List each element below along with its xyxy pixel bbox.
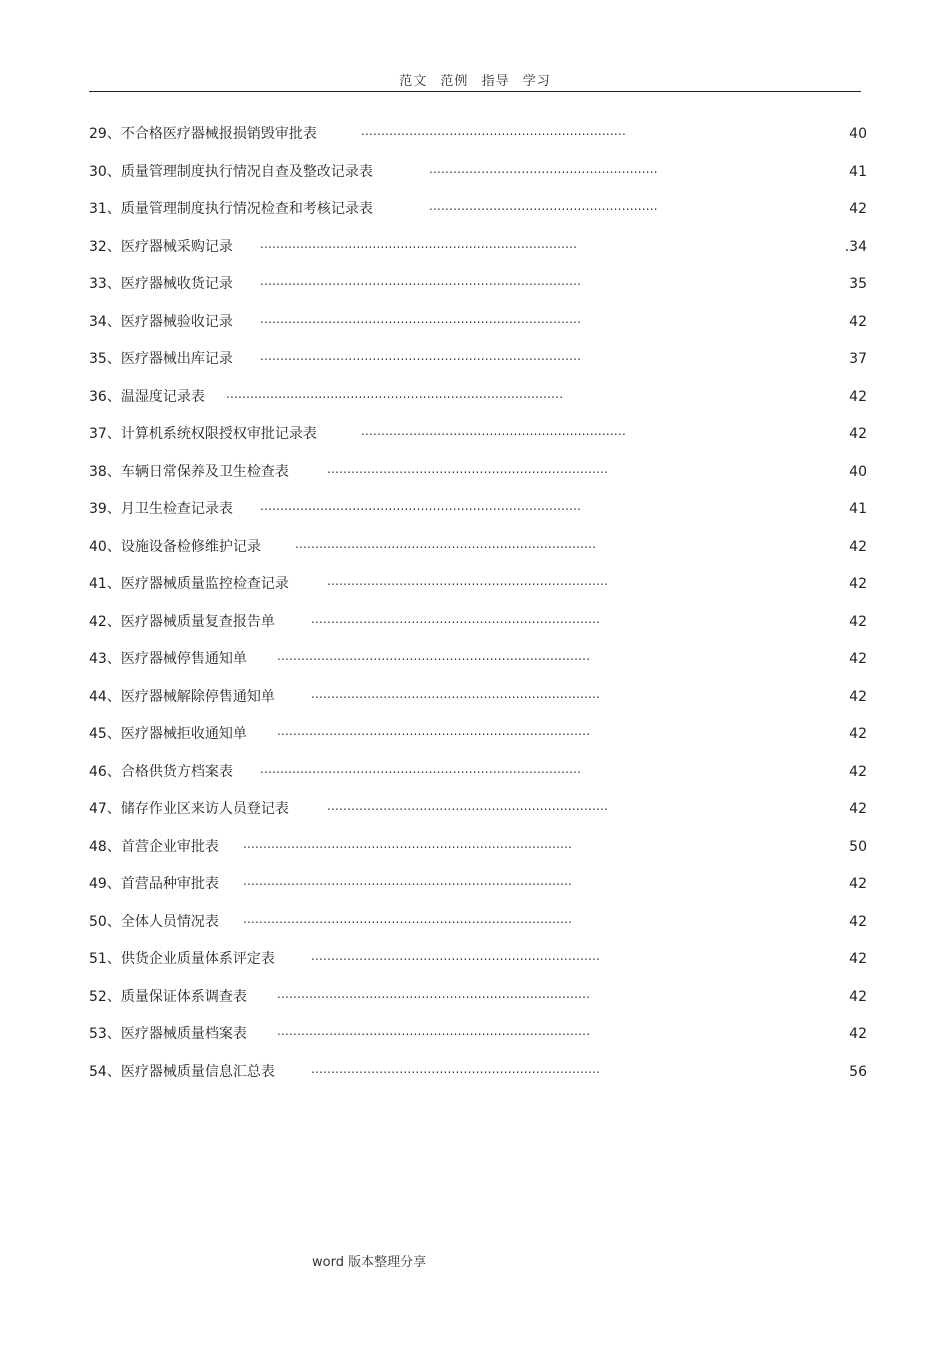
toc-dot-leader: .................................................................................. xyxy=(243,911,573,926)
toc-dot-leader: ................................................................................ xyxy=(260,761,582,776)
toc-entry-title: 32、医疗器械采购记录 xyxy=(89,238,233,255)
toc-entry-title: 51、供货企业质量体系评定表 xyxy=(89,951,275,967)
toc-page-number: 42 xyxy=(849,426,867,442)
toc-page-number: 42 xyxy=(849,763,867,780)
toc-dot-leader: ................................................................................ xyxy=(260,274,582,288)
toc-dot-leader: ...................................................................... xyxy=(327,574,609,588)
toc-entry-title: 38、车辆日常保养及卫生检查表 xyxy=(89,463,289,480)
toc-entry-title: 45、医疗器械拒收通知单 xyxy=(89,726,247,742)
toc-dot-leader: ........................................................................ xyxy=(311,1061,601,1076)
toc-dot-leader: ......................................................... xyxy=(429,199,658,213)
toc-dot-leader: ........................................................................ xyxy=(311,949,601,963)
header-word: 范例 xyxy=(440,74,469,89)
toc-page-number: 41 xyxy=(849,501,867,517)
toc-page-number: 42 xyxy=(849,988,867,1005)
toc-dot-leader: .................................................................. xyxy=(361,124,626,138)
toc-entry[interactable] xyxy=(89,566,867,604)
toc-entry-title: 40、设施设备检修维护记录 xyxy=(89,538,261,555)
toc-page-number: 40 xyxy=(849,463,867,480)
toc-entry-title: 29、不合格医疗器械报损销毁审批表 xyxy=(89,126,317,142)
toc-page-number: 42 xyxy=(849,913,867,930)
toc-dot-leader: .............................................................................. xyxy=(277,724,591,738)
toc-entry-title: 33、医疗器械收货记录 xyxy=(89,276,233,292)
header-word: 指导 xyxy=(481,74,510,89)
toc-entry[interactable] xyxy=(89,604,867,642)
toc-dot-leader: .................................................................................... xyxy=(226,386,564,401)
toc-dot-leader: ...................................................................... xyxy=(327,799,609,813)
toc-dot-leader: .................................................................................. xyxy=(243,874,573,888)
toc-entry[interactable] xyxy=(89,491,867,529)
toc-entry[interactable] xyxy=(89,229,867,267)
toc-entry[interactable] xyxy=(89,979,867,1017)
toc-page-number: 42 xyxy=(849,1026,867,1042)
toc-entry-title: 53、医疗器械质量档案表 xyxy=(89,1026,247,1042)
toc-entry-title: 41、医疗器械质量监控检查记录 xyxy=(89,576,289,592)
toc-dot-leader: .................................................................. xyxy=(361,424,626,438)
toc-dot-leader: ................................................................................ xyxy=(260,311,582,326)
toc-page-number: 41 xyxy=(849,163,867,180)
toc-entry-title: 36、温湿度记录表 xyxy=(89,388,205,405)
toc-page-number: 40 xyxy=(849,126,867,142)
toc-page-number: 42 xyxy=(849,538,867,555)
toc-entry-title: 48、首营企业审批表 xyxy=(89,838,219,855)
toc-dot-leader: .............................................................................. xyxy=(277,649,591,663)
toc-entry[interactable] xyxy=(89,266,867,304)
toc-entry[interactable] xyxy=(89,716,867,754)
toc-entry-title: 31、质量管理制度执行情况检查和考核记录表 xyxy=(89,201,373,217)
toc-entry-title: 43、医疗器械停售通知单 xyxy=(89,651,247,667)
toc-page-number: 42 xyxy=(849,576,867,592)
toc-page-number: .34 xyxy=(844,238,867,255)
toc-entry[interactable] xyxy=(89,341,867,379)
toc-entry-title: 44、医疗器械解除停售通知单 xyxy=(89,688,275,705)
toc-entry-title: 30、质量管理制度执行情况自查及整改记录表 xyxy=(89,163,373,180)
toc-page-number: 42 xyxy=(849,726,867,742)
toc-entry[interactable] xyxy=(89,866,867,904)
toc-entry[interactable] xyxy=(89,641,867,679)
toc-dot-leader: .................................................................................. xyxy=(243,836,573,851)
toc-page-number: 42 xyxy=(849,651,867,667)
toc-entry-title: 49、首营品种审批表 xyxy=(89,876,219,892)
toc-entry-title: 34、医疗器械验收记录 xyxy=(89,313,233,330)
toc-page-number: 42 xyxy=(849,688,867,705)
toc-entry[interactable] xyxy=(89,116,867,154)
toc-dot-leader: ................................................................................ xyxy=(260,499,582,513)
toc-entry[interactable] xyxy=(89,529,867,567)
toc-dot-leader: ................................................................................ xyxy=(260,349,582,363)
toc-entry[interactable] xyxy=(89,304,867,342)
toc-entry[interactable] xyxy=(89,154,867,192)
page-header xyxy=(0,70,950,89)
toc-entry-title: 54、医疗器械质量信息汇总表 xyxy=(89,1063,275,1080)
toc-page-number: 35 xyxy=(849,276,867,292)
toc-entry[interactable] xyxy=(89,1016,867,1054)
toc-entry-title: 47、储存作业区来访人员登记表 xyxy=(89,801,289,817)
toc-page-number: 42 xyxy=(849,876,867,892)
toc-entry-title: 42、医疗器械质量复查报告单 xyxy=(89,613,275,630)
toc-dot-leader: ........................................................................... xyxy=(295,536,597,551)
header-word: 范文 xyxy=(399,74,428,89)
toc-entry[interactable] xyxy=(89,829,867,867)
toc-entry-title: 52、质量保证体系调查表 xyxy=(89,988,247,1005)
toc-dot-leader: ........................................................................ xyxy=(311,611,601,626)
toc-entry[interactable] xyxy=(89,904,867,942)
toc-dot-leader: .............................................................................. xyxy=(277,986,591,1001)
toc-entry[interactable] xyxy=(89,754,867,792)
toc-entry[interactable] xyxy=(89,379,867,417)
toc-page-number: 42 xyxy=(849,388,867,405)
toc-page-number: 50 xyxy=(849,838,867,855)
toc-dot-leader: ...................................................................... xyxy=(327,461,609,476)
toc-page-number: 42 xyxy=(849,613,867,630)
toc-page-number: 42 xyxy=(849,201,867,217)
toc-entry-title: 35、医疗器械出库记录 xyxy=(89,351,233,367)
toc-entry[interactable] xyxy=(89,679,867,717)
toc-page-number: 56 xyxy=(849,1063,867,1080)
toc-entry[interactable] xyxy=(89,191,867,229)
toc-entry[interactable] xyxy=(89,791,867,829)
toc-page-number: 42 xyxy=(849,951,867,967)
header-rule xyxy=(89,91,861,92)
toc-entry[interactable] xyxy=(89,416,867,454)
toc-entry-title: 37、计算机系统权限授权审批记录表 xyxy=(89,426,317,442)
toc-entry[interactable] xyxy=(89,1054,867,1092)
table-of-contents xyxy=(89,116,867,1091)
toc-entry-title: 39、月卫生检查记录表 xyxy=(89,501,233,517)
page-footer: word 版本整理分享 xyxy=(312,1255,427,1270)
toc-dot-leader: .............................................................................. xyxy=(277,1024,591,1038)
toc-entry-title: 50、全体人员情况表 xyxy=(89,913,219,930)
toc-page-number: 37 xyxy=(849,351,867,367)
toc-entry-title: 46、合格供货方档案表 xyxy=(89,763,233,780)
toc-dot-leader: ......................................................... xyxy=(429,161,658,176)
toc-entry[interactable] xyxy=(89,454,867,492)
header-word: 学习 xyxy=(522,74,551,89)
toc-page-number: 42 xyxy=(849,801,867,817)
toc-page-number: 42 xyxy=(849,313,867,330)
toc-entry[interactable] xyxy=(89,941,867,979)
toc-dot-leader: ............................................................................... xyxy=(260,236,578,251)
toc-dot-leader: ........................................................................ xyxy=(311,686,601,701)
